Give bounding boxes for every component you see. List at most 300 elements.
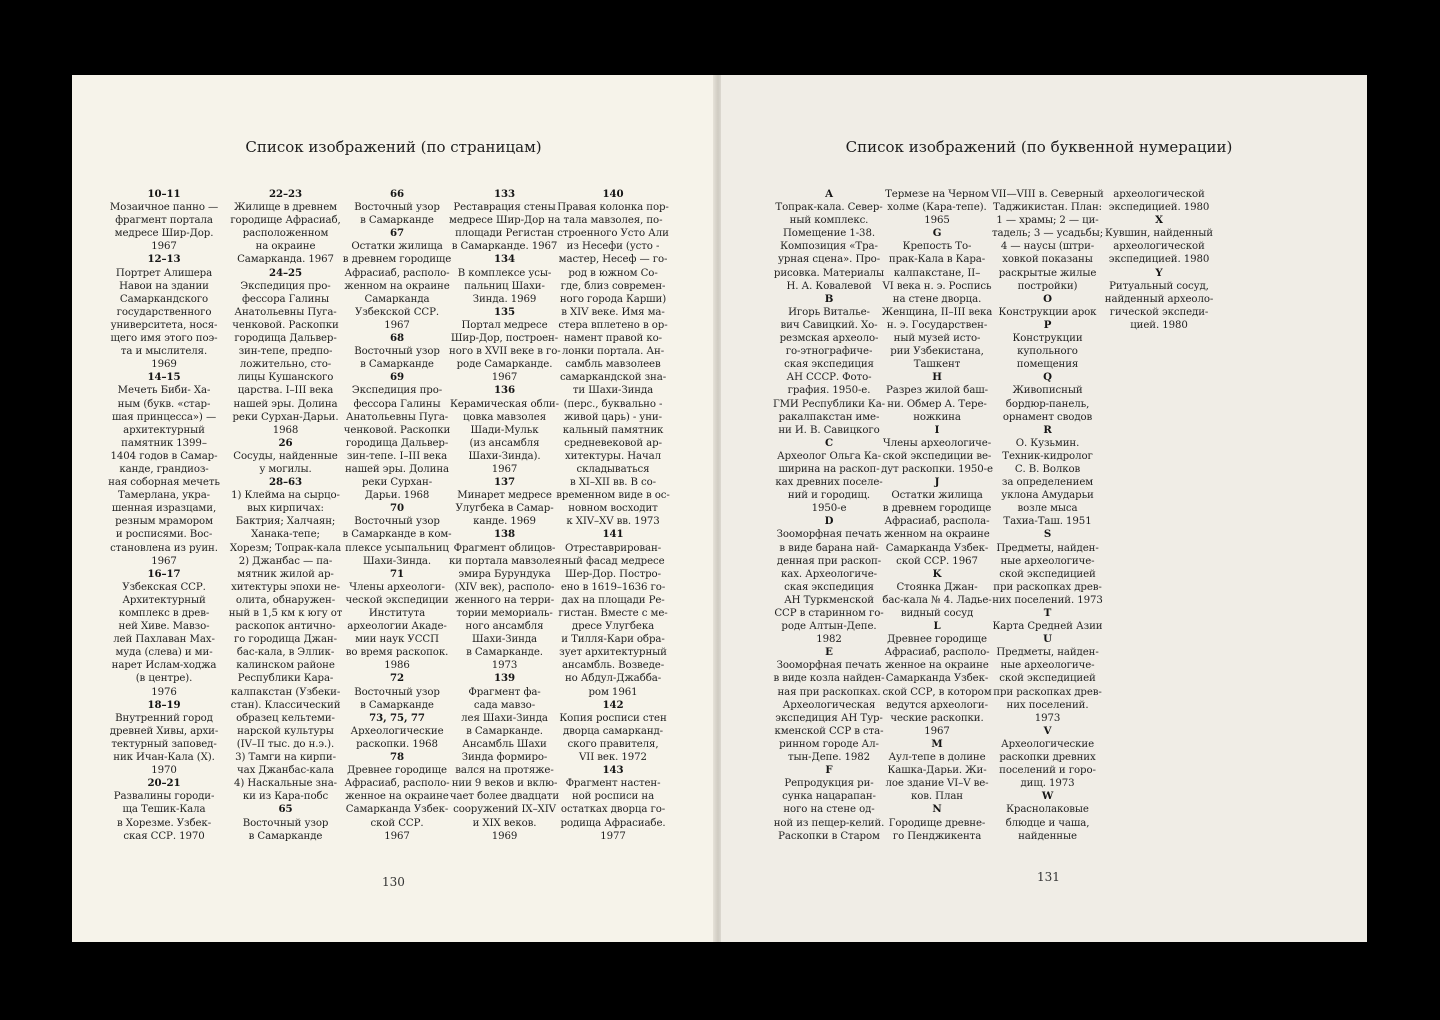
- entry-text-line: Самарканда Узбек-: [345, 804, 449, 816]
- entry-text-line: найденные: [1018, 830, 1077, 842]
- entry-text-line: ки портала мавзолея: [449, 555, 561, 567]
- entry-text-line: в Самарканде: [360, 359, 434, 371]
- entry-text-line: но Абдул-Джабба-: [564, 673, 662, 685]
- entry-text-line: роде Самарканде.: [456, 359, 553, 371]
- entry-text-line: архитектурный: [123, 424, 205, 436]
- entry-text-line: (IV–II тыс. до н.э.).: [236, 738, 335, 750]
- entry-number: B: [824, 292, 834, 305]
- entry-number: O: [1043, 292, 1052, 305]
- entry-text-line: сооружений IX–XIV: [453, 804, 556, 816]
- entry-number: 72: [390, 672, 404, 685]
- entry-number: N: [932, 803, 942, 816]
- entry-text-line: самбль мавзолеев: [565, 359, 661, 371]
- entry-number: 140: [602, 188, 624, 200]
- entry-text-line: ный в 1,5 км к югу от: [228, 608, 343, 619]
- entry-text-line: ринном городе Ал-: [779, 738, 879, 750]
- entry-text-line: 1968: [272, 424, 299, 436]
- entry-text-line: Узбекской ССР.: [355, 306, 439, 318]
- entry-text-line: го-этнографиче-: [785, 346, 873, 358]
- entry-text-line: ческие раскопки.: [890, 712, 984, 724]
- right-column-3: [989, 188, 1106, 843]
- entry-text-line: (XIV век), располо-: [454, 581, 555, 593]
- entry-text-line: у могилы.: [259, 463, 312, 475]
- entry-text-line: ни И. В. Савицкого: [778, 424, 880, 436]
- entry-text-line: ков. План: [910, 791, 964, 803]
- entry-text-line: ти Шахи-Зинда: [572, 385, 654, 397]
- entry-text-line: Шади-Мульк: [470, 424, 539, 436]
- entry-text-line: Живописный: [1012, 385, 1083, 397]
- entry-text-line: Кувшин, найденный: [1105, 228, 1213, 240]
- entry-text-line: Ритуальный сосуд,: [1109, 280, 1209, 292]
- entry-number: 136: [494, 384, 515, 397]
- entry-text-line: Археологические: [350, 725, 444, 737]
- entry-text-line: ром 1961: [588, 686, 638, 698]
- entry-text-line: дут раскопки. 1950-е: [881, 463, 993, 475]
- entry-text-line: Тамерлана, укра-: [117, 490, 211, 502]
- entry-number: 142: [602, 698, 624, 711]
- entry-number: 133: [494, 188, 515, 200]
- entry-text-line: дищ. 1973: [1020, 778, 1075, 790]
- entry-number: 67: [390, 227, 404, 240]
- entry-text-line: намент правой ко-: [563, 333, 662, 345]
- entry-text-line: раскопки. 1968: [356, 738, 438, 750]
- entry-text-line: резмская археоло-: [779, 333, 879, 345]
- entry-text-line: Мечеть Биби- Ха-: [117, 385, 211, 397]
- entry-text-line: нарет Ислам-ходжа: [111, 660, 217, 672]
- entry-number: 22–23: [269, 188, 302, 200]
- entry-text-line: ложительно, сто-: [239, 359, 332, 371]
- entry-text-line: Ташкент: [913, 359, 961, 371]
- left-page: [72, 75, 715, 942]
- entry-text-line: Ханака-тепе;: [251, 529, 320, 541]
- entry-text-line: В комплексе усы-: [457, 267, 552, 279]
- entry-text-line: древней Хивы, архи-: [109, 725, 219, 737]
- entry-text-line: тала мавзолея, по-: [563, 215, 663, 227]
- entry-text-line: самаркандской зна-: [559, 372, 667, 384]
- entry-text-line: Минарет медресе: [457, 490, 552, 502]
- entry-text-line: в XIV веке. Имя ма-: [561, 306, 665, 318]
- entry-text-line: Архитектурный: [122, 594, 206, 606]
- entry-text-line: Самаркандского: [119, 293, 209, 305]
- entry-text-line: реки Сурхан-Дарьи.: [232, 411, 339, 423]
- entry-number: U: [1043, 633, 1052, 646]
- entry-text-line: 1967: [151, 555, 177, 567]
- entry-number: S: [1043, 528, 1052, 541]
- entry-text-line: Афрасиаб, распола-: [884, 516, 990, 528]
- entry-number: 66: [390, 188, 404, 200]
- entry-text-line: лое здание VI–V ве-: [885, 778, 989, 790]
- entry-text-line: вых кирпичах:: [247, 503, 324, 515]
- entry-text-line: калпакстан (Узбеки-: [230, 686, 341, 698]
- entry-text-line: в древнем городище: [882, 503, 992, 515]
- entry-number: A: [825, 188, 833, 200]
- entry-text-line: Археологическая: [782, 699, 876, 711]
- entry-text-line: Конструкции: [1012, 333, 1083, 345]
- entry-text-line: чает более двадцати: [449, 791, 560, 803]
- entry-number: 18–19: [147, 698, 181, 711]
- entry-text-line: олита, обнаружен-: [235, 594, 336, 606]
- entry-text-line: новном восходит: [568, 503, 658, 515]
- entry-text-line: Городище древне-: [888, 817, 986, 829]
- entry-text-line: ной из пещер-келий.: [773, 817, 885, 829]
- entry-text-line: Техник-кидролог: [1002, 450, 1093, 462]
- entry-text-line: Афрасиаб, располо-: [884, 647, 990, 659]
- entry-text-line: Фрагмент фа-: [468, 686, 541, 698]
- entry-text-line: ведутся археологи-: [886, 699, 988, 711]
- entry-text-line: родища Афрасиабе.: [560, 817, 666, 829]
- entry-text-line: ГМИ Республики Ка-: [772, 398, 886, 410]
- entry-text-line: стера вплетено в ор-: [558, 319, 668, 331]
- entry-text-line: Шахи-Зинда.: [362, 555, 432, 567]
- entry-text-line: мии наук УССП: [355, 634, 439, 646]
- entry-text-line: складываться: [576, 463, 650, 475]
- entry-text-line: Шахи-Зинда: [472, 634, 537, 646]
- entry-number: 137: [494, 476, 515, 489]
- entry-text-line: городища Дальвер-: [234, 333, 337, 345]
- entry-text-line: 1967: [384, 830, 410, 842]
- entry-text-line: Экспедиция про-: [351, 385, 443, 397]
- entry-text-line: щего имя этого поэ-: [110, 333, 218, 345]
- entry-text-line: нашей эры. Долина: [344, 463, 450, 475]
- entry-text-line: Мозаичное панно —: [109, 202, 219, 214]
- entry-text-line: при раскопках древ-: [993, 686, 1102, 698]
- entry-text-line: Отреставрирован-: [564, 542, 662, 554]
- entry-text-line: ного ансамбля: [465, 621, 544, 633]
- entry-text-line: 1973: [1034, 712, 1061, 724]
- entry-text-line: ская ССР. 1970: [123, 830, 205, 842]
- entry-text-line: гической экспеди-: [1109, 306, 1209, 318]
- entry-text-line: Члены археологиче-: [882, 437, 992, 449]
- entry-number: 73, 75, 77: [369, 711, 425, 724]
- entry-text-line: дресе Улугбека: [571, 621, 655, 633]
- entry-text-line: ник Ичан-Кала (Х).: [113, 752, 215, 764]
- entry-text-line: Анатольевны Пуга-: [345, 411, 449, 423]
- entry-number: D: [824, 515, 834, 528]
- entry-text-line: ни. Обмер А. Тере-: [887, 398, 987, 410]
- entry-text-line: канде, грандиоз-: [119, 463, 209, 475]
- entry-text-line: сунка нацарапан-: [782, 791, 876, 803]
- entry-text-line: зин-тепе, предпо-: [238, 346, 333, 358]
- entry-text-line: Анатольевны Пуга-: [234, 306, 337, 318]
- right-column-1: [768, 188, 890, 843]
- entry-text-line: видный сосуд: [900, 608, 974, 619]
- entry-text-line: 3) Тамги на кирпи-: [235, 752, 336, 764]
- entry-text-line: женном на окраине: [884, 529, 990, 541]
- entry-text-line: реки Сурхан-: [361, 477, 433, 489]
- entry-text-line: вался на протяже-: [455, 765, 554, 777]
- entry-text-line: роде Алтын-Депе.: [781, 621, 877, 633]
- entry-text-line: 1950-е: [811, 503, 847, 515]
- entry-text-line: ширина на раскоп-: [778, 463, 880, 475]
- entry-text-line: Зинда. 1969: [472, 293, 537, 305]
- entry-number: M: [931, 737, 943, 750]
- entry-number: 138: [494, 528, 515, 541]
- entry-text-line: го городища Джан-: [234, 634, 337, 646]
- entry-number: 70: [390, 502, 404, 515]
- entry-number: X: [1155, 214, 1163, 227]
- entry-text-line: ческой экспедиции: [345, 594, 449, 606]
- entry-text-line: Н. А. Ковалевой: [786, 280, 872, 292]
- entry-text-line: за определением: [1001, 477, 1094, 489]
- entry-text-line: Самарканда Узбек-: [885, 673, 989, 685]
- entry-number: 16–17: [147, 567, 181, 580]
- entry-text-line: Бактрия; Халчаян;: [235, 516, 336, 528]
- entry-text-line: ной росписи на: [571, 791, 655, 803]
- entry-text-line: женное на окраине: [885, 660, 989, 672]
- entry-text-line: Стоянка Джан-: [896, 581, 978, 593]
- entry-text-line: Краснолаковые: [1006, 804, 1089, 816]
- entry-text-line: ховкой показаны: [1002, 254, 1093, 266]
- entry-text-line: Развалины городи-: [113, 791, 215, 803]
- entry-text-line: вич Савицкий. Хо-: [780, 319, 878, 331]
- entry-number: L: [933, 620, 941, 633]
- entry-number: 69: [390, 371, 404, 384]
- entry-text-line: 1404 годов в Самар-: [110, 450, 218, 462]
- entry-text-line: хитектуры эпохи не-: [231, 581, 340, 593]
- entry-text-line: мастер, Несеф — го-: [558, 254, 668, 266]
- entry-text-line: ней Хиве. Мавзо-: [118, 621, 210, 633]
- entry-text-line: сада мавзо-: [473, 699, 536, 711]
- entry-text-line: фессора Галины: [353, 398, 441, 410]
- entry-number: 65: [278, 803, 293, 816]
- entry-text-line: ножкина: [913, 411, 961, 423]
- entry-text-line: ской экспедиции ве-: [882, 450, 992, 462]
- entry-text-line: ченковой. Раскопки: [343, 424, 451, 436]
- entry-text-line: ССР в старинном го-: [774, 608, 884, 619]
- entry-text-line: Восточный узор: [242, 817, 329, 829]
- entry-text-line: 1982: [816, 634, 842, 646]
- entry-number: J: [934, 476, 940, 489]
- entry-text-line: Копия росписи стен: [559, 712, 667, 724]
- entry-text-line: и XIX веков.: [472, 817, 537, 829]
- entry-text-line: где, близ современ-: [560, 280, 666, 292]
- entry-text-line: Зинда формиро-: [461, 752, 548, 764]
- entry-text-line: денная при раскоп-: [776, 555, 882, 567]
- entry-text-line: в Самарканде в ком-: [342, 529, 452, 541]
- entry-text-line: экспедиция АН Тур-: [775, 712, 883, 724]
- entry-text-line: ской экспедицией: [999, 673, 1096, 685]
- entry-text-line: во время раскопок.: [345, 647, 449, 659]
- entry-text-line: в Самарканде: [248, 830, 323, 842]
- entry-text-line: в виде барана най-: [779, 542, 879, 554]
- entry-text-line: Археологические: [1000, 738, 1095, 750]
- entry-text-line: Восточный узор: [354, 686, 440, 698]
- entry-text-line: уклона Амударьи: [1001, 490, 1094, 502]
- entry-text-line: Навои на здании: [119, 280, 209, 292]
- entry-text-line: 1986: [384, 660, 410, 672]
- entry-text-line: к XIV–XV вв. 1973: [566, 516, 660, 528]
- entry-text-line: городище Афрасиаб,: [230, 215, 341, 227]
- entry-text-line: них поселений.: [1006, 699, 1089, 711]
- entry-text-line: ках древних поселе-: [775, 477, 883, 489]
- entry-text-line: 1967: [384, 319, 410, 331]
- entry-text-line: купольного: [1017, 346, 1078, 358]
- entry-text-line: плексе усыпальниц: [345, 542, 449, 554]
- entry-text-line: О. Кузьмин.: [1015, 437, 1080, 449]
- entry-text-line: цией. 1980: [1130, 319, 1188, 331]
- entry-text-line: фессора Галины: [242, 293, 329, 305]
- entry-text-line: калпакстане, II–: [893, 267, 981, 279]
- entry-text-line: женного на терри-: [454, 594, 555, 606]
- entry-text-line: ные археологиче-: [1000, 660, 1095, 672]
- entry-text-line: Игорь Виталье-: [788, 306, 870, 318]
- entry-text-line: бас-кала № 4. Ладье-: [882, 594, 992, 606]
- entry-text-line: Афрасиаб, располо-: [344, 778, 450, 790]
- entry-text-line: поселений и горо-: [999, 765, 1096, 777]
- entry-number: 12–13: [147, 253, 181, 266]
- entry-text-line: археологической: [1113, 241, 1205, 253]
- entry-text-line: них поселений. 1973: [992, 594, 1103, 606]
- entry-text-line: Республики Кара-: [237, 673, 334, 685]
- left-column-1: [108, 188, 220, 843]
- entry-text-line: в Самарканде: [360, 215, 434, 227]
- entry-text-line: канде. 1969: [473, 516, 536, 528]
- entry-text-line: тадель; 3 — усадьбы;: [991, 228, 1104, 240]
- entry-text-line: Члены археологи-: [349, 581, 445, 593]
- entry-text-line: ная при раскопках.: [777, 686, 881, 698]
- entry-text-line: Древнее городище: [887, 634, 987, 646]
- entry-number: 134: [494, 253, 515, 266]
- entry-text-line: Портал медресе: [461, 319, 548, 331]
- entry-text-line: живой царь) - уни-: [564, 411, 662, 423]
- entry-text-line: в Самарканде: [360, 699, 434, 711]
- entry-text-line: кальный памятник: [562, 424, 664, 436]
- entry-text-line: н. э. Государствен-: [886, 319, 988, 331]
- entry-number: C: [824, 436, 833, 449]
- entry-text-line: Зооморфная печать: [776, 529, 882, 541]
- entry-number: 20–21: [147, 777, 181, 790]
- entry-text-line: фрагмент портала: [115, 215, 213, 227]
- entry-number: R: [1043, 423, 1052, 436]
- entry-text-line: университета, нося-: [110, 319, 218, 331]
- entry-text-line: Реставрация стены: [453, 202, 556, 214]
- entry-text-line: Афрасиаб, располо-: [344, 267, 450, 279]
- entry-text-line: 1 — храмы; 2 — ци-: [996, 215, 1099, 227]
- entry-text-line: ракалпакстан име-: [778, 411, 880, 423]
- entry-text-line: ный комплекс.: [789, 215, 869, 227]
- entry-text-line: Восточный узор: [354, 516, 440, 528]
- entry-text-line: орнамент сводов: [1002, 411, 1093, 423]
- entry-text-line: найденный археоло-: [1104, 293, 1214, 305]
- entry-text-line: ской ССР.: [370, 817, 424, 829]
- entry-text-line: (в центре).: [135, 673, 193, 685]
- entry-text-line: род в южном Со-: [568, 267, 658, 279]
- entry-text-line: при раскопках древ-: [993, 581, 1102, 593]
- entry-text-line: Восточный узор: [354, 346, 440, 358]
- entry-text-line: дах на площади Ре-: [561, 594, 665, 606]
- entry-text-line: прак-Кала в Кара-: [888, 254, 986, 266]
- entry-text-line: ный фасад медресе: [561, 555, 665, 567]
- entry-text-line: дворца самарканд-: [562, 725, 664, 737]
- entry-text-line: 1969: [151, 359, 177, 371]
- right-column-4: [1101, 188, 1217, 332]
- entry-text-line: ской ССР. 1967: [896, 555, 978, 567]
- entry-number: 135: [494, 305, 515, 318]
- entry-text-line: холме (Кара-тепе).: [887, 202, 987, 214]
- entry-text-line: нии 9 веков и вклю-: [451, 778, 558, 790]
- entry-text-line: (перс., буквально -: [563, 398, 663, 410]
- entry-text-line: 2) Джанбас — па-: [238, 555, 333, 567]
- entry-text-line: пальниц Шахи-: [464, 280, 545, 292]
- entry-text-line: лицы Кушанского: [237, 372, 334, 384]
- entry-text-line: го Пенджикента: [892, 830, 982, 842]
- entry-number: I: [934, 423, 940, 436]
- entry-text-line: ного в XVII веке в го-: [449, 346, 561, 358]
- entry-text-line: муда (слева) и ми-: [115, 647, 213, 659]
- entry-text-line: 1965: [924, 215, 950, 227]
- entry-text-line: государственного: [116, 306, 212, 318]
- entry-number: W: [1041, 790, 1054, 803]
- right-column-2: [881, 188, 993, 843]
- entry-text-line: 1) Клейма на сырцо-: [231, 490, 340, 502]
- entry-text-line: Композиция «Тра-: [780, 241, 878, 253]
- entry-text-line: в Самарканде. 1967: [451, 241, 558, 253]
- entry-number: H: [932, 371, 942, 384]
- entry-text-line: Жилище в древнем: [234, 202, 337, 214]
- entry-text-line: в древнем городище: [342, 254, 452, 266]
- entry-text-line: ные археологиче-: [1000, 555, 1095, 567]
- entry-text-line: 1977: [600, 830, 626, 842]
- entry-text-line: Шахи-Зинда).: [468, 450, 541, 462]
- left-column-2: [227, 188, 344, 843]
- entry-text-line: зует архитектурный: [559, 647, 667, 659]
- entry-text-line: раскопок антично-: [235, 621, 336, 633]
- entry-text-line: постройки): [1017, 280, 1078, 292]
- entry-text-line: зин-тепе. I–III века: [346, 450, 448, 462]
- entry-text-line: Раскопки в Старом: [778, 830, 880, 842]
- entry-text-line: рии Узбекистана,: [890, 346, 984, 358]
- entry-text-line: АН СССР. Фото-: [786, 372, 872, 384]
- entry-text-line: 1976: [151, 686, 177, 698]
- entry-text-line: археологии Акаде-: [347, 621, 447, 633]
- entry-text-line: Археолог Ольга Ка-: [777, 450, 881, 462]
- entry-text-line: ская экспедиция: [784, 359, 874, 371]
- entry-text-line: тектурный заповед-: [111, 738, 217, 750]
- entry-text-line: Кашка-Дарьи. Жи-: [887, 765, 987, 777]
- entry-text-line: ки из Кара-побс: [242, 791, 329, 803]
- entry-text-line: Разрез жилой баш-: [885, 385, 989, 397]
- entry-number: T: [1043, 607, 1052, 619]
- entry-text-line: 1967: [491, 463, 518, 475]
- entry-text-line: женном на окраине: [344, 280, 450, 292]
- entry-text-line: в Хорезме. Узбек-: [116, 817, 212, 829]
- left-page-title: Список изображений (по страницам): [245, 138, 542, 156]
- entry-text-line: (из ансамбля: [469, 437, 540, 449]
- entry-text-line: и росписями. Вос-: [115, 529, 213, 541]
- entry-text-line: ного города Карши): [559, 293, 667, 305]
- entry-text-line: раскопки древних: [999, 752, 1096, 764]
- entry-text-line: комплекс в древ-: [118, 608, 210, 619]
- entry-text-line: средневековой ар-: [564, 437, 662, 449]
- entry-text-line: рисовка. Материалы: [773, 267, 885, 279]
- entry-text-line: археологической: [1113, 189, 1205, 200]
- entry-number: 26: [278, 436, 293, 449]
- entry-text-line: Дарьи. 1968: [364, 490, 430, 502]
- entry-text-line: С. В. Волков: [1014, 463, 1081, 475]
- entry-text-line: эмира Бурундука: [458, 568, 551, 580]
- entry-text-line: городища Дальвер-: [345, 437, 449, 449]
- entry-text-line: 4 — наусы (штри-: [1000, 241, 1095, 253]
- entry-number: 28–63: [269, 476, 302, 489]
- entry-text-line: площади Регистан: [455, 228, 554, 240]
- entry-text-line: ный музей исто-: [893, 333, 981, 345]
- entry-text-line: помещения: [1016, 359, 1079, 371]
- entry-text-line: Термезе на Черном: [885, 189, 989, 200]
- entry-text-line: экспедицией. 1980: [1108, 202, 1210, 214]
- entry-text-line: 1967: [491, 372, 518, 384]
- entry-text-line: строенного Усто Али: [557, 228, 669, 240]
- entry-text-line: мятник жилой ар-: [237, 568, 334, 580]
